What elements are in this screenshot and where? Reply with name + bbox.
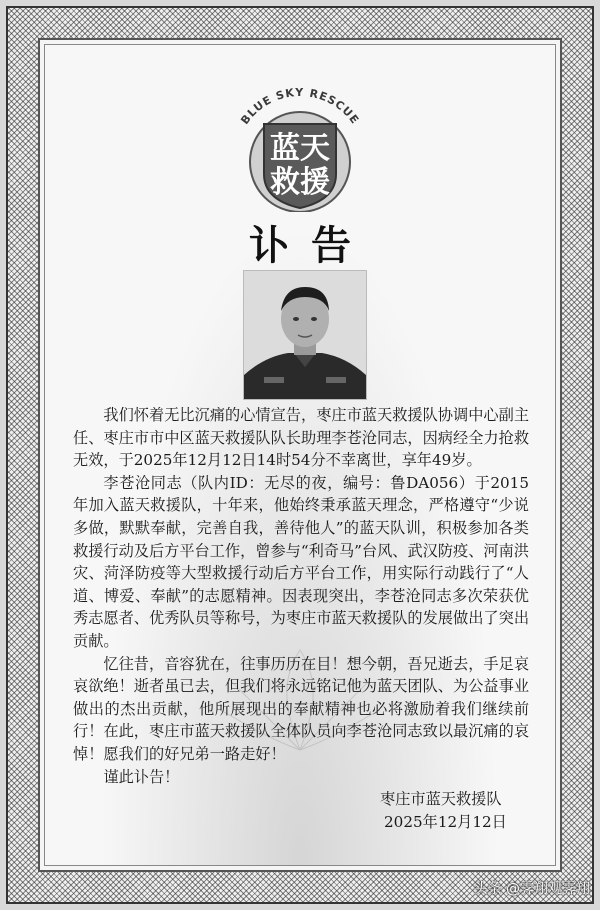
badge-arc-text: BLUE SKY RESCUE xyxy=(238,85,362,127)
source-watermark: 头条 @霁翔观霁翔 xyxy=(473,881,590,897)
paragraph-tribute: 忆往昔，音容犹在，往事历历在目！想今朝，吾兄逝去，手足哀哀欲绝！逝者虽已去，但我们将永远铭记他为蓝天团队、为公益事业做出的杰出贡献，他所展现出的奉献精神也必将激励着我们继续前行！在此，枣庄市蓝天救援队全体队员向李苍沧同志致以最沉痛的哀悼！愿我们的好兄弟一路走好！ xyxy=(73,654,529,763)
paragraph-biography: 李苍沧同志（队内ID：无尽的夜，编号：鲁DA056）于2015年加入蓝天救援队，十年来，他始终秉承蓝天理念，严格遵守“少说多做，默默奉献，完善自我，善待他人”的蓝天队训，积极参加各类救援行动及后方平台工作，曾参与“利奇马”台风、武汉防疫、河南洪灾、菏泽防疫等大型救援行动后方平台工作，用实际行动践行了“人道、博爱、奉献”的志愿精神。因表现突出，李苍沧同志多次荣获优秀志愿者、优秀队员等称号，为枣庄市蓝天救援队的发展做出了突出贡献。 xyxy=(73,473,529,650)
portrait-image xyxy=(244,271,366,399)
paragraph-announcement: 我们怀着无比沉痛的心情宣告，枣庄市蓝天救援队协调中心副主任、枣庄市市中区蓝天救援队队长助理李苍沧同志，因病经全力抢救无效，于2025年12月12日14时54分不幸离世，享年49岁。 xyxy=(73,406,529,470)
blue-sky-rescue-badge xyxy=(214,62,386,212)
signature-block xyxy=(380,788,540,833)
badge-line2: 救援 xyxy=(270,165,330,200)
obituary-body xyxy=(73,404,529,788)
portrait-photo xyxy=(243,270,367,400)
paragraph-closing: 谨此讣告！ xyxy=(103,767,180,786)
badge-line1: 蓝天 xyxy=(270,131,330,166)
page-title: 讣告 xyxy=(249,223,373,269)
signature-date: 2025年12月12日 xyxy=(384,812,507,831)
signature-org: 枣庄市蓝天救援队 xyxy=(380,790,502,808)
